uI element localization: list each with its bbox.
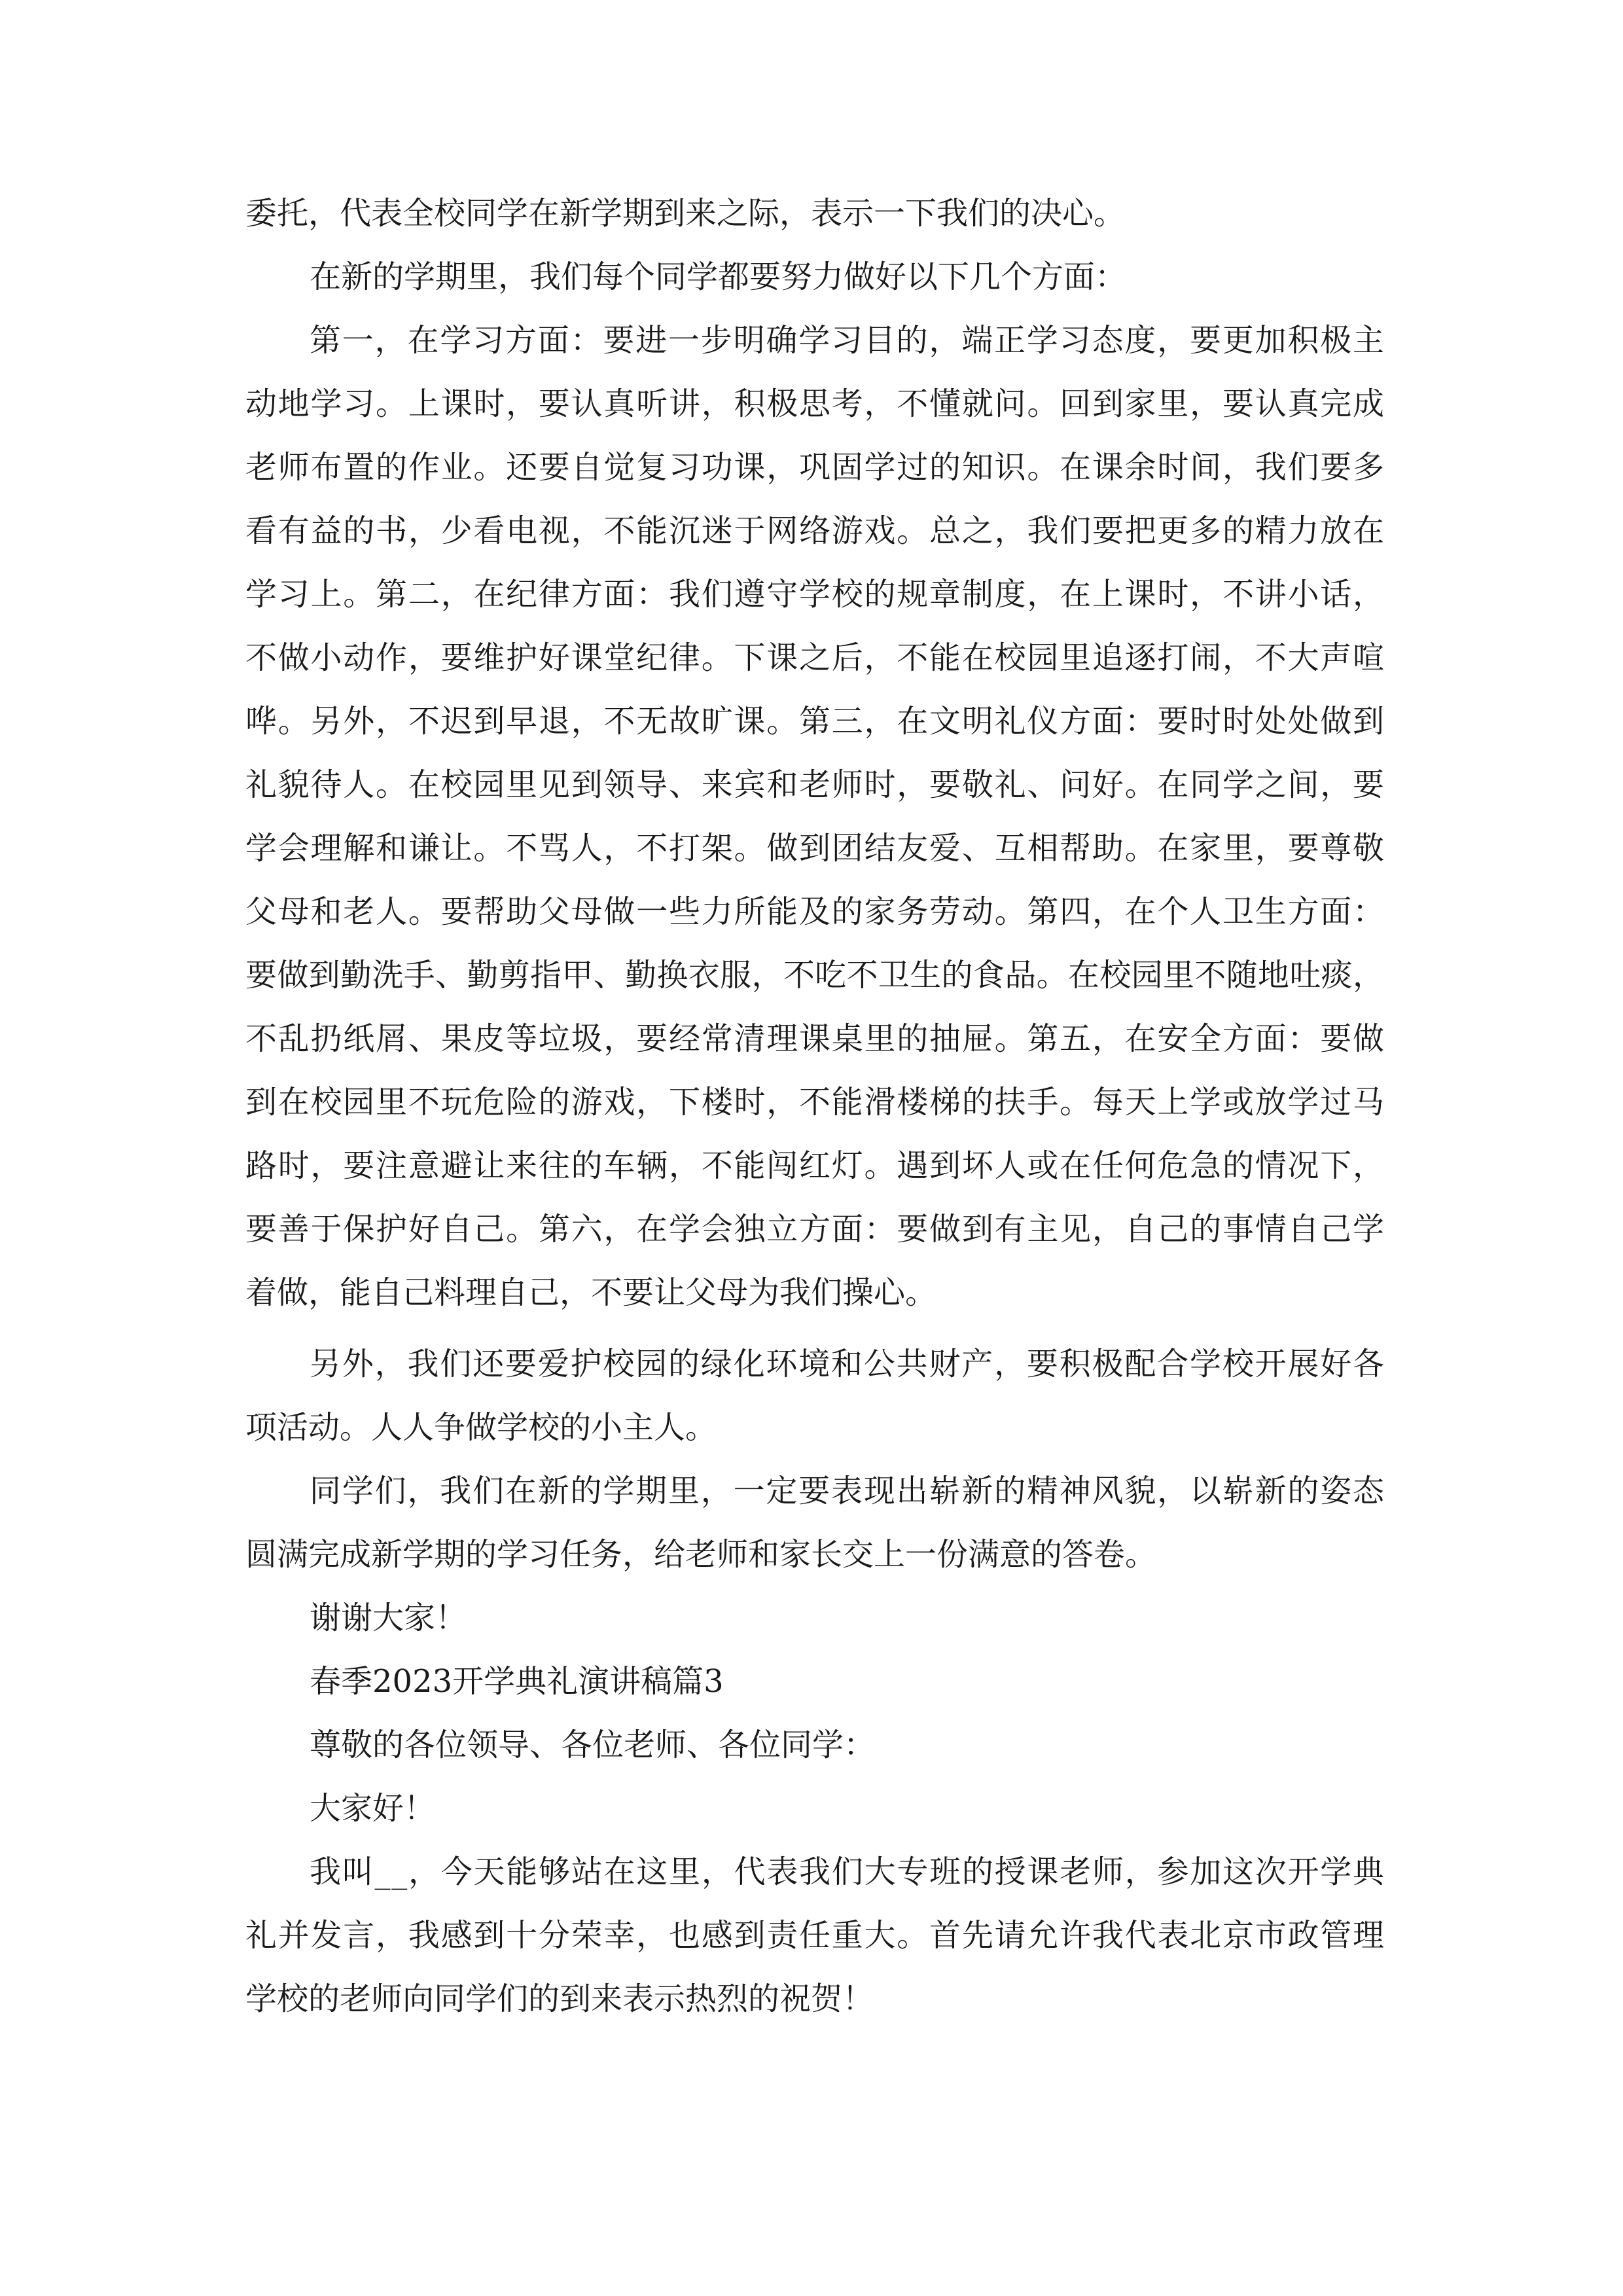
salutation: 尊敬的各位领导、各位老师、各位同学：: [310, 1727, 876, 1763]
text-line: 父母和老人。要帮助父母做一些力所能及的家务劳动。第四，在个人卫生方面：: [245, 893, 1385, 930]
text-line: 礼貌待人。在校园里见到领导、来宾和老师时，要敬礼、问好。在同学之间，要: [245, 766, 1385, 803]
text-line: 要善于保护好自己。第六，在学会独立方面：要做到有主见，自己的事情自己学: [245, 1211, 1385, 1247]
text-line: 老师布置的作业。还要自觉复习功课，巩固学过的知识。在课余时间，我们要多: [245, 449, 1385, 486]
text-line: 着做，能自己料理自己，不要让父母为我们操心。: [245, 1274, 937, 1311]
text-line: 项活动。人人争做学校的小主人。: [245, 1409, 717, 1446]
text-line: 委托，代表全校同学在新学期到来之际，表示一下我们的决心。: [245, 195, 1126, 232]
text-line: 看有益的书，少看电视，不能沉迷于网络游戏。总之，我们要把更多的精力放在: [245, 512, 1385, 549]
text-line: 不做小动作，要维护好课堂纪律。下课之后，不能在校园里追逐打闹，不大声喧: [245, 639, 1385, 676]
text-line: 要做到勤洗手、勤剪指甲、勤换衣服，不吃不卫生的食品。在校园里不随地吐痰，: [245, 957, 1385, 994]
text-line: 在新的学期里，我们每个同学都要努力做好以下几个方面：: [310, 259, 1127, 295]
text-line: 学会理解和谦让。不骂人，不打架。做到团结友爱、互相帮助。在家里，要尊敬: [245, 830, 1385, 867]
text-line: 礼并发言，我感到十分荣幸，也感到责任重大。首先请允许我代表北京市政管理: [245, 1917, 1385, 1954]
text-line: 同学们，我们在新的学期里，一定要表现出崭新的精神风貌，以崭新的姿态: [310, 1473, 1385, 1509]
text-line: 不乱扔纸屑、果皮等垃圾，要经常清理课桌里的抽屉。第五，在安全方面：要做: [245, 1020, 1385, 1057]
greeting: 大家好！: [310, 1790, 436, 1827]
text-line: 路时，要注意避让来往的车辆，不能闯红灯。遇到坏人或在任何危急的情况下，: [245, 1147, 1385, 1184]
text-line: 第一，在学习方面：要进一步明确学习目的，端正学习态度，要更加积极主: [310, 322, 1385, 359]
text-line: 我叫__，今天能够站在这里，代表我们大专班的授课老师，参加这次开学典: [310, 1854, 1385, 1890]
text-line: 到在校园里不玩危险的游戏，下楼时，不能滑楼梯的扶手。每天上学或放学过马: [245, 1084, 1385, 1121]
text-line: 学习上。第二，在纪律方面：我们遵守学校的规章制度，在上课时，不讲小话，: [245, 576, 1385, 613]
text-line: 圆满完成新学期的学习任务，给老师和家长交上一份满意的答卷。: [245, 1536, 1157, 1573]
text-line: 动地学习。上课时，要认真听讲，积极思考，不懂就问。回到家里，要认真完成: [245, 386, 1385, 422]
text-line: 哗。另外，不迟到早退，不无故旷课。第三，在文明礼仪方面：要时时处处做到: [245, 703, 1385, 740]
text-line: 谢谢大家！: [310, 1600, 467, 1636]
section-heading: 春季2023开学典礼演讲稿篇3: [310, 1663, 724, 1700]
text-line: 另外，我们还要爱护校园的绿化环境和公共财产，要积极配合学校开展好各: [310, 1346, 1385, 1382]
text-line: 学校的老师向同学们的到来表示热烈的祝贺！: [245, 1981, 874, 2017]
